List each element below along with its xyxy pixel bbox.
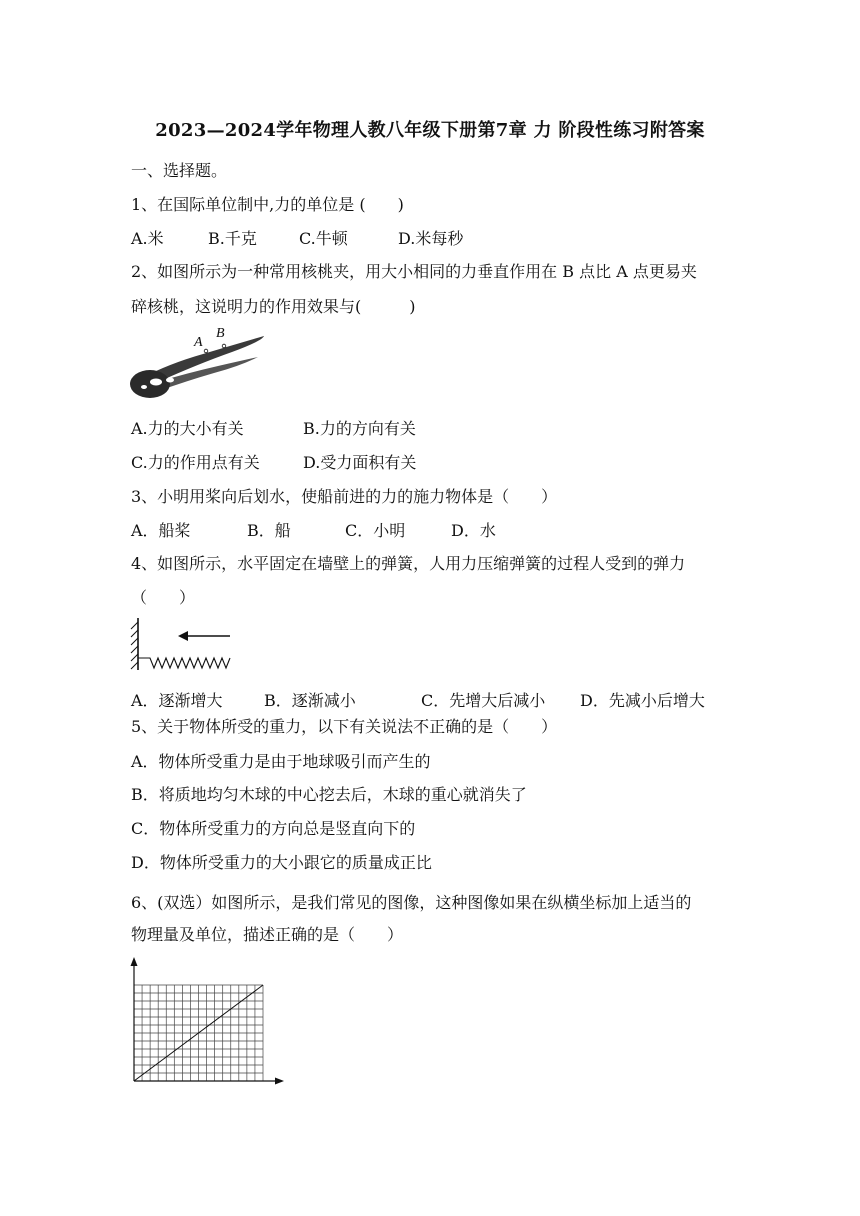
q2-option-d[interactable]: D.受力面积有关 xyxy=(303,453,417,472)
q5-option-c[interactable]: C．物体所受重力的方向总是竖直向下的 xyxy=(131,819,416,838)
q4-option-d[interactable]: D．先减小后增大 xyxy=(580,691,705,710)
q1-option-a[interactable]: A.米 xyxy=(131,229,164,248)
q1-option-d[interactable]: D.米每秒 xyxy=(398,229,464,248)
q5-option-b[interactable]: B．将质地均匀木球的中心挖去后，木球的重心就消失了 xyxy=(131,785,527,804)
point-a-label: A xyxy=(194,335,203,350)
q3-option-b[interactable]: B．船 xyxy=(247,521,291,540)
q3-option-c[interactable]: C．小明 xyxy=(345,521,406,540)
section-heading: 一、选择题。 xyxy=(131,161,228,180)
q4-option-a[interactable]: A．逐渐增大 xyxy=(131,691,223,710)
spring-wall-figure xyxy=(128,616,234,674)
question-4-stem-line1: 4、如图所示，水平固定在墙壁上的弹簧，人用力压缩弹簧的过程人受到的弹力 xyxy=(131,554,686,573)
q2-option-c[interactable]: C.力的作用点有关 xyxy=(131,453,260,472)
q3-option-a[interactable]: A．船桨 xyxy=(131,521,191,540)
question-2-stem-line2: 碎核桃，这说明力的作用效果与( ) xyxy=(131,297,416,316)
question-4-stem-line2: （ ） xyxy=(131,588,196,607)
point-b-label: B xyxy=(216,326,225,341)
q3-option-d[interactable]: D．水 xyxy=(451,521,496,540)
q5-option-d[interactable]: D．物体所受重力的大小跟它的质量成正比 xyxy=(131,853,432,872)
q4-option-b[interactable]: B．逐渐减小 xyxy=(264,691,356,710)
q1-option-b[interactable]: B.千克 xyxy=(208,229,257,248)
q2-option-b[interactable]: B.力的方向有关 xyxy=(303,419,416,438)
question-5-stem: 5、关于物体所受的重力，以下有关说法不正确的是（ ） xyxy=(131,717,558,736)
question-6-stem-line2: 物理量及单位，描述正确的是（ ） xyxy=(131,925,404,944)
q4-option-c[interactable]: C．先增大后减小 xyxy=(421,691,546,710)
linear-graph-figure xyxy=(124,955,286,1087)
nutcracker-figure xyxy=(128,324,268,402)
question-3-stem: 3、小明用桨向后划水，使船前进的力的施力物体是（ ） xyxy=(131,487,558,506)
question-6-stem-line1: 6、(双选）如图所示，是我们常见的图像，这种图像如果在纵横坐标加上适当的 xyxy=(131,893,692,912)
q5-option-a[interactable]: A．物体所受重力是由于地球吸引而产生的 xyxy=(131,752,431,771)
document-title: 2023—2024学年物理人教八年级下册第7章 力 阶段性练习附答案 xyxy=(155,120,705,141)
question-2-stem-line1: 2、如图所示为一种常用核桃夹，用大小相同的力垂直作用在 B 点比 A 点更易夹 xyxy=(131,262,697,281)
q1-option-c[interactable]: C.牛顿 xyxy=(299,229,348,248)
question-1-stem: 1、在国际单位制中,力的单位是 ( ) xyxy=(131,195,404,214)
q2-option-a[interactable]: A.力的大小有关 xyxy=(131,419,244,438)
